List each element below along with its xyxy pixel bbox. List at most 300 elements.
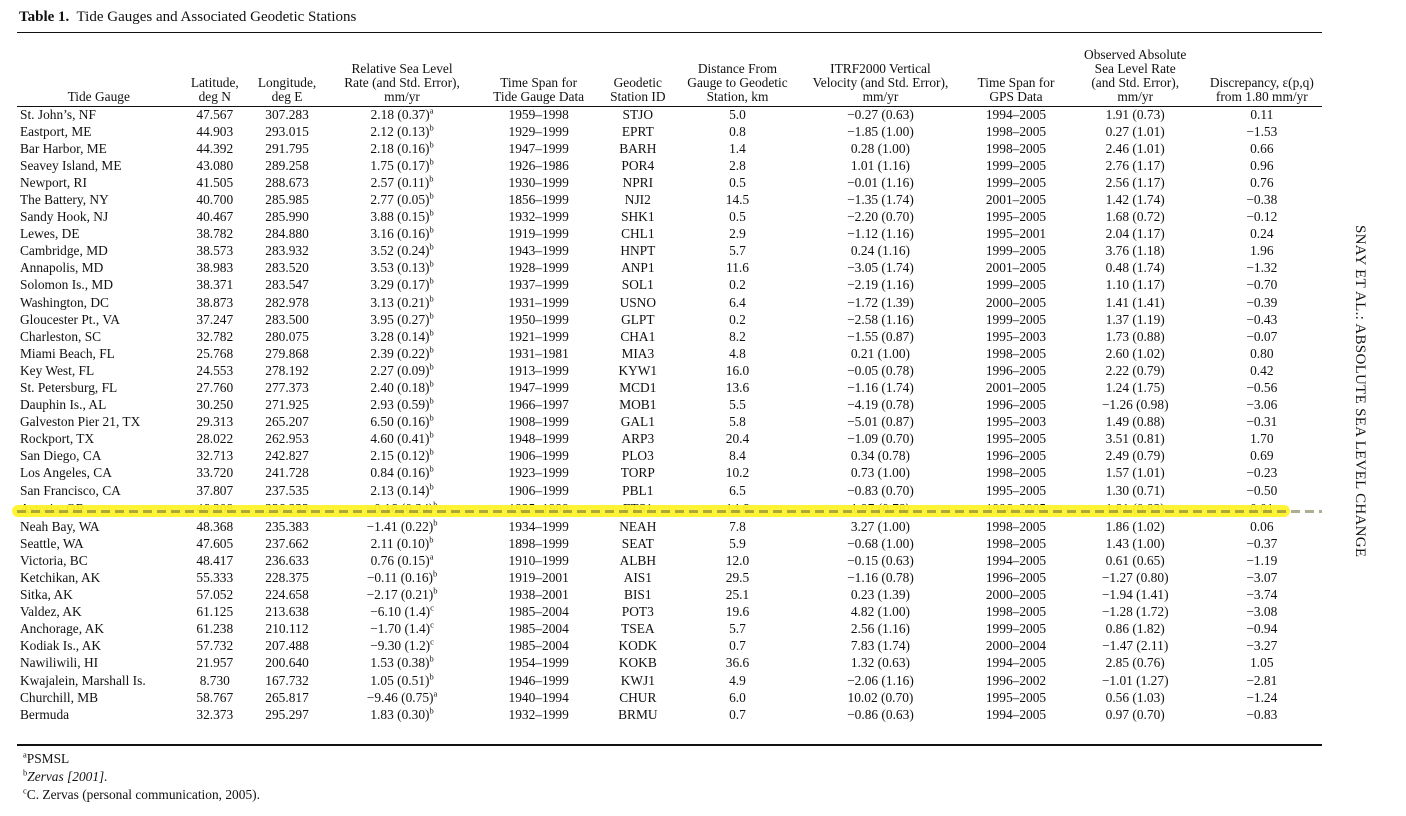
cell-text: 0.06 bbox=[1250, 518, 1274, 534]
gps-span-cell bbox=[963, 157, 1068, 174]
station-id-cell bbox=[598, 518, 677, 535]
latitude-cell bbox=[181, 448, 250, 465]
footnote-ref: b bbox=[429, 361, 434, 372]
station-id-cell bbox=[598, 209, 677, 226]
table-row bbox=[17, 123, 1322, 140]
table-row bbox=[17, 294, 1322, 311]
cell-text: 2000–2004 bbox=[985, 638, 1047, 654]
tide-gauge-cell bbox=[17, 106, 181, 123]
cell-text: PBL1 bbox=[622, 482, 654, 498]
absolute-rate-cell bbox=[1069, 191, 1202, 208]
discrepancy-cell bbox=[1202, 226, 1322, 243]
gps-span-cell bbox=[963, 465, 1068, 482]
tide-gauge-cell bbox=[17, 328, 181, 345]
tide-gauge-cell bbox=[17, 380, 181, 397]
distance-cell bbox=[677, 689, 797, 706]
cell-text: 10.2 bbox=[725, 465, 750, 481]
cell-text: 1996–2002 bbox=[985, 672, 1047, 688]
longitude-cell bbox=[249, 621, 325, 638]
station-id-cell bbox=[598, 106, 677, 123]
relative-rate-cell bbox=[325, 277, 479, 294]
tide-gauge-cell bbox=[17, 552, 181, 569]
cell-text: 6.50 (0.16) bbox=[370, 414, 430, 430]
absolute-rate-cell bbox=[1069, 482, 1202, 499]
distance-cell bbox=[677, 311, 797, 328]
discrepancy-cell bbox=[1202, 328, 1322, 345]
cell-text: 1999–2005 bbox=[985, 157, 1047, 173]
tide-gauge-cell bbox=[17, 431, 181, 448]
cell-text: 2.40 (0.18) bbox=[370, 380, 430, 396]
cell-text: 1.42 (1.74) bbox=[1105, 191, 1165, 207]
cell-text: NPRI bbox=[622, 174, 654, 190]
discrepancy-cell bbox=[1202, 294, 1322, 311]
cell-text: 3.51 (0.81) bbox=[1105, 431, 1165, 447]
column-header: Tide Gauge bbox=[67, 88, 130, 104]
latitude-cell bbox=[181, 621, 250, 638]
table-row bbox=[17, 362, 1322, 379]
tide-span-cell bbox=[479, 604, 598, 621]
station-id-cell bbox=[598, 191, 677, 208]
cell-text: −1.94 (1.41) bbox=[1101, 587, 1169, 603]
cell-text: 47.567 bbox=[196, 106, 234, 122]
cell-text: Miami Beach, FL bbox=[20, 345, 115, 361]
cell-text: 44.903 bbox=[196, 123, 234, 139]
cell-text: 2.57 (0.11) bbox=[370, 174, 430, 190]
cell-text: 4.8 bbox=[729, 345, 746, 361]
distance-cell bbox=[677, 414, 797, 431]
discrepancy-cell bbox=[1202, 362, 1322, 379]
distance-cell bbox=[677, 621, 797, 638]
vertical-velocity-cell bbox=[798, 140, 964, 157]
tide-span-cell bbox=[479, 123, 598, 140]
table-row bbox=[17, 672, 1322, 689]
cell-text: St. John’s, NF bbox=[20, 106, 96, 122]
cell-text: −9.46 (0.75) bbox=[366, 689, 434, 705]
absolute-rate-cell bbox=[1069, 294, 1202, 311]
tide-span-cell bbox=[479, 689, 598, 706]
footnote-ref: b bbox=[429, 190, 434, 201]
footnote-ref: b bbox=[429, 139, 434, 150]
tide-gauge-cell bbox=[17, 209, 181, 226]
table-row bbox=[17, 569, 1322, 586]
cell-text: 25.1 bbox=[725, 587, 750, 603]
gps-span-cell bbox=[963, 552, 1068, 569]
cell-text: 12.0 bbox=[725, 552, 750, 568]
latitude-cell bbox=[181, 106, 250, 123]
tide-span-cell bbox=[479, 243, 598, 260]
gps-span-cell bbox=[963, 431, 1068, 448]
tide-span-cell bbox=[479, 328, 598, 345]
footnote-ref: b bbox=[429, 378, 434, 389]
absolute-rate-cell bbox=[1069, 414, 1202, 431]
relative-rate-cell bbox=[325, 380, 479, 397]
discrepancy-cell bbox=[1202, 209, 1322, 226]
cell-text: 1921–1999 bbox=[508, 328, 569, 344]
table-row bbox=[17, 328, 1322, 345]
vertical-velocity-cell bbox=[798, 431, 964, 448]
footnote-ref: b bbox=[429, 122, 434, 133]
cell-text: −3.06 bbox=[1246, 397, 1278, 413]
cell-text: −3.05 (1.74) bbox=[847, 260, 914, 276]
absolute-rate-cell bbox=[1069, 587, 1202, 604]
gps-span-cell bbox=[963, 123, 1068, 140]
footnote-ref: b bbox=[429, 653, 434, 664]
longitude-cell bbox=[249, 706, 325, 723]
cell-text: 1994–2005 bbox=[985, 706, 1047, 722]
cell-text: Newport, RI bbox=[20, 174, 87, 190]
latitude-cell bbox=[181, 535, 250, 552]
relative-rate-cell bbox=[325, 157, 479, 174]
gps-span-cell bbox=[963, 362, 1068, 379]
cell-text: 33.720 bbox=[196, 465, 234, 481]
cell-text: 14.5 bbox=[725, 191, 750, 207]
cell-text: 1932–1999 bbox=[508, 706, 569, 722]
cell-text: 241.728 bbox=[265, 465, 309, 481]
table-row bbox=[17, 552, 1322, 569]
longitude-cell bbox=[249, 277, 325, 294]
absolute-rate-cell bbox=[1069, 123, 1202, 140]
gps-span-cell bbox=[963, 294, 1068, 311]
cell-text: 0.84 (0.16) bbox=[370, 465, 430, 481]
tide-gauge-cell bbox=[17, 465, 181, 482]
cell-text: 1.83 (0.30) bbox=[370, 706, 430, 722]
cell-text: −4.19 (0.78) bbox=[847, 397, 914, 413]
table-row bbox=[17, 465, 1322, 482]
distance-cell bbox=[677, 482, 797, 499]
cell-text: 1946–1999 bbox=[508, 672, 569, 688]
relative-rate-cell bbox=[325, 706, 479, 723]
longitude-cell bbox=[249, 157, 325, 174]
cell-text: −3.08 bbox=[1246, 604, 1278, 620]
cell-text: −0.27 (0.63) bbox=[847, 106, 914, 122]
cell-text: POR4 bbox=[621, 157, 655, 173]
cell-text: 1906–1999 bbox=[508, 482, 569, 498]
cell-text: 283.932 bbox=[265, 243, 309, 259]
cell-text: 228.375 bbox=[265, 569, 309, 585]
relative-rate-cell bbox=[325, 552, 479, 569]
gps-span-cell bbox=[963, 260, 1068, 277]
cell-text: Kodiak Is., AK bbox=[20, 638, 102, 654]
gps-span-cell bbox=[963, 328, 1068, 345]
cell-text: 1931–1981 bbox=[508, 345, 569, 361]
footnote-ref: b bbox=[429, 429, 434, 440]
running-head: SNAY ET AL.: ABSOLUTE SEA LEVEL CHANGE bbox=[1352, 225, 1368, 558]
relative-rate-cell bbox=[325, 243, 479, 260]
tide-gauge-cell bbox=[17, 448, 181, 465]
cell-text: Gloucester Pt., VA bbox=[20, 311, 120, 327]
cell-text: 38.983 bbox=[196, 260, 234, 276]
cell-text: Bermuda bbox=[20, 706, 70, 722]
tide-span-cell bbox=[479, 431, 598, 448]
longitude-cell bbox=[249, 414, 325, 431]
cell-text: 1947–1999 bbox=[508, 140, 569, 156]
cell-text: 1994–2005 bbox=[985, 552, 1047, 568]
vertical-velocity-cell bbox=[798, 243, 964, 260]
table-row bbox=[17, 226, 1322, 243]
vertical-velocity-cell bbox=[798, 191, 964, 208]
cell-text: 8.730 bbox=[199, 672, 230, 688]
station-id-cell bbox=[598, 380, 677, 397]
cell-text: 20.4 bbox=[725, 431, 750, 447]
cell-text: −1.16 (1.74) bbox=[847, 380, 914, 396]
distance-cell bbox=[677, 260, 797, 277]
cell-text: AIS1 bbox=[623, 569, 652, 585]
latitude-cell bbox=[181, 328, 250, 345]
cell-text: 3.53 (0.13) bbox=[370, 260, 430, 276]
cell-text: −5.01 (0.87) bbox=[847, 414, 914, 430]
cell-text: −0.56 bbox=[1246, 380, 1278, 396]
column-header: Geodetic Station ID bbox=[610, 74, 666, 104]
discrepancy-cell bbox=[1202, 140, 1322, 157]
footnote-ref: c bbox=[430, 602, 434, 613]
absolute-rate-cell bbox=[1069, 655, 1202, 672]
cell-text: −0.68 (1.00) bbox=[847, 535, 914, 551]
cell-text: MOB1 bbox=[619, 397, 657, 413]
cell-text: −1.32 bbox=[1246, 260, 1278, 276]
vertical-velocity-cell bbox=[798, 482, 964, 499]
absolute-rate-cell bbox=[1069, 465, 1202, 482]
vertical-velocity-cell bbox=[798, 106, 964, 123]
vertical-velocity-cell bbox=[798, 260, 964, 277]
cell-text: −0.39 bbox=[1246, 294, 1278, 310]
cell-text: 1999–2005 bbox=[985, 243, 1047, 259]
discrepancy-cell bbox=[1202, 518, 1322, 535]
cell-text: 265.207 bbox=[265, 414, 309, 430]
longitude-cell bbox=[249, 294, 325, 311]
relative-rate-cell bbox=[325, 209, 479, 226]
cell-text: 1.43 (1.00) bbox=[1105, 535, 1165, 551]
tide-gauge-cell bbox=[17, 414, 181, 431]
table-row bbox=[17, 638, 1322, 655]
station-id-cell bbox=[598, 140, 677, 157]
cell-text: 0.24 bbox=[1250, 226, 1274, 242]
relative-rate-cell bbox=[325, 465, 479, 482]
cell-text: 1985–2004 bbox=[508, 638, 569, 654]
longitude-cell bbox=[249, 655, 325, 672]
cell-text: 47.605 bbox=[196, 535, 234, 551]
cell-text: 1938–2001 bbox=[508, 587, 569, 603]
discrepancy-cell bbox=[1202, 397, 1322, 414]
table-row bbox=[17, 431, 1322, 448]
tide-gauge-cell bbox=[17, 362, 181, 379]
footnote-ref: a bbox=[429, 551, 434, 562]
latitude-cell bbox=[181, 123, 250, 140]
vertical-velocity-cell bbox=[798, 621, 964, 638]
latitude-cell bbox=[181, 157, 250, 174]
cell-text: 2.93 (0.59) bbox=[370, 397, 430, 413]
vertical-velocity-cell bbox=[798, 638, 964, 655]
longitude-cell bbox=[249, 397, 325, 414]
vertical-velocity-cell bbox=[798, 397, 964, 414]
cell-text: Dauphin Is., AL bbox=[20, 397, 107, 413]
discrepancy-cell bbox=[1202, 569, 1322, 586]
cell-text: 1919–2001 bbox=[508, 569, 569, 585]
absolute-rate-cell bbox=[1069, 209, 1202, 226]
longitude-cell bbox=[249, 260, 325, 277]
cell-text: 1998–2005 bbox=[985, 123, 1047, 139]
absolute-rate-cell bbox=[1069, 174, 1202, 191]
latitude-cell bbox=[181, 174, 250, 191]
cell-text: 21.957 bbox=[196, 655, 234, 671]
relative-rate-cell bbox=[325, 191, 479, 208]
station-id-cell bbox=[598, 638, 677, 655]
cell-text: −1.85 (1.00) bbox=[847, 123, 914, 139]
latitude-cell bbox=[181, 294, 250, 311]
discrepancy-cell bbox=[1202, 621, 1322, 638]
longitude-cell bbox=[249, 569, 325, 586]
footnote-ref: b bbox=[429, 224, 434, 235]
cell-text: 1.70 bbox=[1250, 431, 1274, 447]
cell-text: −0.70 bbox=[1246, 277, 1278, 293]
column-header: Time Span for GPS Data bbox=[977, 74, 1055, 104]
longitude-cell bbox=[249, 123, 325, 140]
gps-span-cell bbox=[963, 621, 1068, 638]
tide-gauge-cell bbox=[17, 294, 181, 311]
cell-text: 1.24 (1.75) bbox=[1105, 380, 1165, 396]
longitude-cell bbox=[249, 482, 325, 499]
latitude-cell bbox=[181, 311, 250, 328]
cell-text: SOL1 bbox=[621, 277, 654, 293]
latitude-cell bbox=[181, 604, 250, 621]
absolute-rate-cell bbox=[1069, 157, 1202, 174]
gps-span-cell bbox=[963, 655, 1068, 672]
station-id-cell bbox=[598, 431, 677, 448]
vertical-velocity-cell bbox=[798, 277, 964, 294]
cell-text: 3.52 (0.24) bbox=[370, 243, 430, 259]
cell-text: BIS1 bbox=[624, 587, 652, 603]
cell-text: 2.77 (0.05) bbox=[370, 191, 430, 207]
cell-text: GAL1 bbox=[620, 414, 655, 430]
cell-text: −0.11 (0.16) bbox=[366, 569, 434, 585]
footnote-ref: b bbox=[429, 534, 434, 545]
cell-text: 1.68 (0.72) bbox=[1105, 209, 1165, 225]
cell-text: 2.56 (1.16) bbox=[850, 621, 910, 637]
gps-span-cell bbox=[963, 106, 1068, 123]
station-id-cell bbox=[598, 345, 677, 362]
vertical-velocity-cell bbox=[798, 535, 964, 552]
cell-text: 1995–2005 bbox=[985, 689, 1047, 705]
tide-gauge-cell bbox=[17, 157, 181, 174]
footnote-text: Zervas [2001]. bbox=[27, 769, 108, 784]
gps-span-cell bbox=[963, 535, 1068, 552]
cell-text: 38.573 bbox=[196, 243, 234, 259]
absolute-rate-cell bbox=[1069, 638, 1202, 655]
discrepancy-cell bbox=[1202, 243, 1322, 260]
station-id-cell bbox=[598, 535, 677, 552]
footnote-ref: b bbox=[429, 327, 434, 338]
cell-text: 0.24 (1.16) bbox=[850, 243, 910, 259]
cell-text: 1.10 (1.17) bbox=[1105, 277, 1165, 293]
cell-text: 1.41 (1.41) bbox=[1105, 294, 1165, 310]
cell-text: 1950–1999 bbox=[508, 311, 569, 327]
latitude-cell bbox=[181, 191, 250, 208]
cell-text: 282.978 bbox=[265, 294, 309, 310]
table-row bbox=[17, 689, 1322, 706]
cell-text: CHUR bbox=[619, 689, 657, 705]
gps-span-cell bbox=[963, 482, 1068, 499]
footnote-c bbox=[23, 787, 260, 803]
distance-cell bbox=[677, 587, 797, 604]
cell-text: BRMU bbox=[618, 706, 658, 722]
tide-gauge-cell bbox=[17, 243, 181, 260]
cell-text: 277.373 bbox=[265, 380, 309, 396]
absolute-rate-cell bbox=[1069, 552, 1202, 569]
cell-text: 1919–1999 bbox=[508, 226, 569, 242]
cell-text: 1998–2005 bbox=[985, 535, 1047, 551]
distance-cell bbox=[677, 380, 797, 397]
table-row bbox=[17, 106, 1322, 123]
footnote-ref: b bbox=[429, 464, 434, 475]
latitude-cell bbox=[181, 638, 250, 655]
discrepancy-cell bbox=[1202, 414, 1322, 431]
cell-text: Eastport, ME bbox=[20, 123, 92, 139]
cell-text: Ketchikan, AK bbox=[20, 569, 101, 585]
cell-text: −3.07 bbox=[1246, 569, 1278, 585]
cell-text: 37.247 bbox=[196, 311, 234, 327]
cell-text: 1.75 (0.17) bbox=[370, 157, 430, 173]
cell-text: 1.49 (0.88) bbox=[1105, 414, 1165, 430]
distance-cell bbox=[677, 140, 797, 157]
tide-span-cell bbox=[479, 362, 598, 379]
longitude-cell bbox=[249, 140, 325, 157]
cell-text: 1856–1999 bbox=[508, 191, 569, 207]
absolute-rate-cell bbox=[1069, 311, 1202, 328]
cell-text: 285.990 bbox=[265, 209, 309, 225]
cell-text: −9.30 (1.2) bbox=[370, 638, 431, 654]
cell-text: 13.6 bbox=[725, 380, 750, 396]
footnote-ref: b bbox=[429, 173, 434, 184]
cell-text: 40.700 bbox=[196, 191, 234, 207]
distance-cell bbox=[677, 294, 797, 311]
station-id-cell bbox=[598, 587, 677, 604]
relative-rate-cell bbox=[325, 689, 479, 706]
longitude-cell bbox=[249, 689, 325, 706]
cell-text: San Diego, CA bbox=[20, 448, 102, 464]
absolute-rate-cell bbox=[1069, 518, 1202, 535]
relative-rate-cell bbox=[325, 123, 479, 140]
cell-text: EPRT bbox=[621, 123, 654, 139]
station-id-cell bbox=[598, 621, 677, 638]
cell-text: −1.47 (2.11) bbox=[1102, 638, 1169, 654]
tide-gauge-cell bbox=[17, 260, 181, 277]
cell-text: 237.662 bbox=[265, 535, 309, 551]
vertical-velocity-cell bbox=[798, 226, 964, 243]
cell-text: 2.46 (1.01) bbox=[1105, 140, 1165, 156]
station-id-cell bbox=[598, 414, 677, 431]
cell-text: 3.27 (1.00) bbox=[850, 518, 910, 534]
vertical-velocity-cell bbox=[798, 587, 964, 604]
footnote-ref: b bbox=[429, 293, 434, 304]
distance-cell bbox=[677, 552, 797, 569]
cell-text: BARH bbox=[619, 140, 657, 156]
cell-text: 40.467 bbox=[196, 209, 234, 225]
footnote-ref: b bbox=[429, 156, 434, 167]
footnote-ref: b bbox=[433, 568, 438, 579]
discrepancy-cell bbox=[1202, 277, 1322, 294]
cell-text: Churchill, MB bbox=[20, 689, 99, 705]
absolute-rate-cell bbox=[1069, 277, 1202, 294]
cell-text: 1908–1999 bbox=[508, 414, 569, 430]
longitude-cell bbox=[249, 587, 325, 604]
discrepancy-cell bbox=[1202, 689, 1322, 706]
cell-text: −2.58 (1.16) bbox=[847, 311, 914, 327]
absolute-rate-cell bbox=[1069, 397, 1202, 414]
footnote-ref: a bbox=[433, 688, 438, 699]
longitude-cell bbox=[249, 106, 325, 123]
absolute-rate-cell bbox=[1069, 535, 1202, 552]
discrepancy-cell bbox=[1202, 431, 1322, 448]
cell-text: −0.83 bbox=[1246, 706, 1278, 722]
